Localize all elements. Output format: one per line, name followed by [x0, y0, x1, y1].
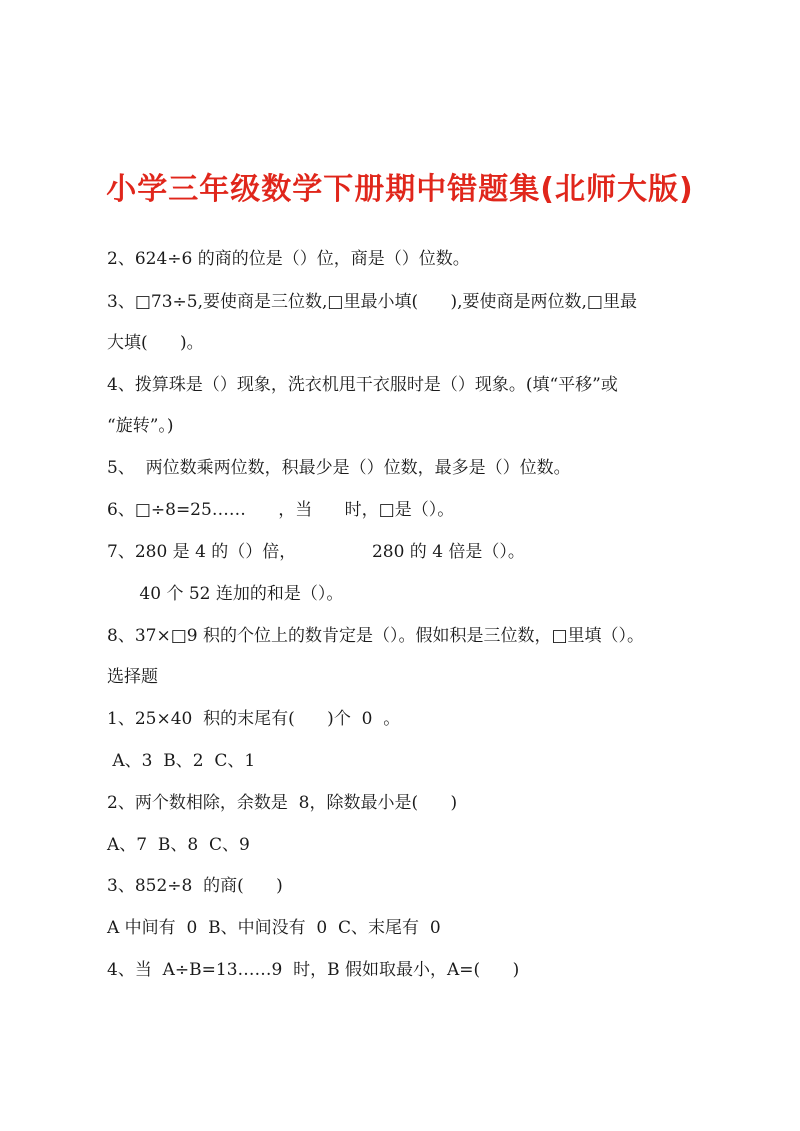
question-line: 4、当 A÷B=13……9 时，B 假如取最小，A=( ): [107, 960, 520, 980]
question-line: 1、25×40 积的末尾有( )个 0 。: [107, 709, 401, 729]
question-line: 3、852÷8 的商( ): [107, 876, 283, 896]
question-line: 8、37×□9 积的个位上的数肯定是（）。假如积是三位数，□里填（）。: [107, 626, 645, 646]
document-title: 小学三年级数学下册期中错题集(北师大版): [106, 172, 694, 207]
question-line: 2、624÷6 的商的位是（）位，商是（）位数。: [107, 249, 470, 269]
question-line: 大填( )。: [107, 333, 204, 353]
question-line: 7、280 是 4 的（）倍， 280 的 4 倍是（）。: [107, 542, 525, 562]
section-heading: 选择题: [107, 667, 158, 687]
question-line: 2、两个数相除，余数是 8，除数最小是( ): [107, 793, 458, 813]
question-line: 40 个 52 连加的和是（）。: [107, 584, 344, 604]
answer-options: A、7 B、8 C、9: [107, 835, 250, 855]
question-line: 4、拨算珠是（）现象，洗衣机甩干衣服时是（）现象。(填“平移”或: [107, 375, 618, 395]
question-line: 5、 两位数乘两位数，积最少是（）位数，最多是（）位数。: [107, 458, 571, 478]
question-line: “旋转”。): [107, 416, 174, 436]
answer-options: A 中间有 0 B、中间没有 0 C、末尾有 0: [107, 918, 441, 938]
answer-options: A、3 B、2 C、1: [107, 751, 256, 771]
question-line: 6、□÷8=25…… ，当 时，□是（）。: [107, 500, 455, 520]
question-line: 3、□73÷5,要使商是三位数,□里最小填( ),要使商是两位数,□里最: [107, 292, 637, 312]
